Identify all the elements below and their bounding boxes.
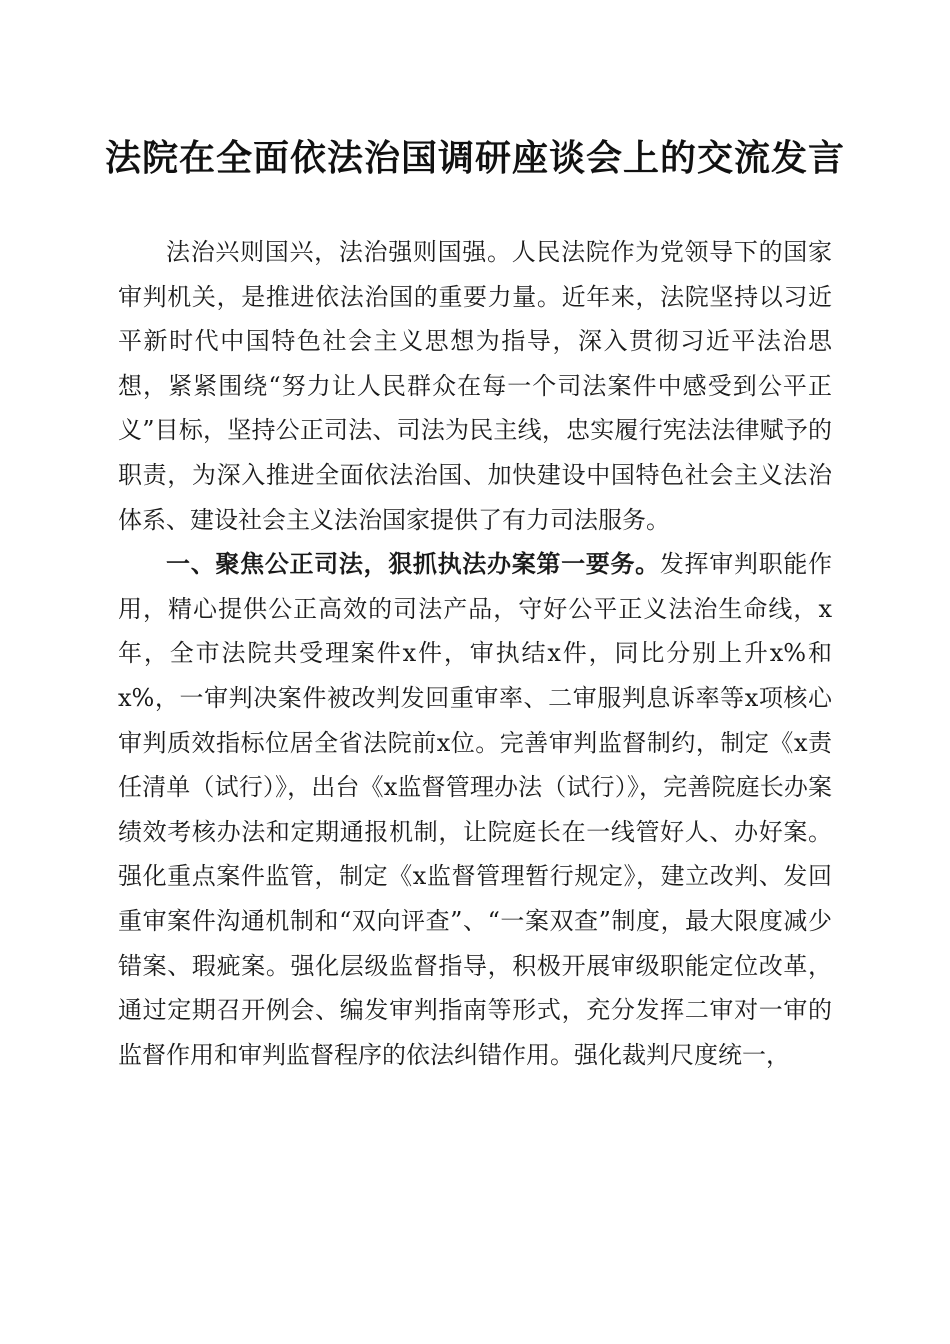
section-heading: 一、聚焦公正司法，狠抓执法办案第一要务。 — [166, 550, 660, 579]
paragraph-text: 法治兴则国兴，法治强则国强。人民法院作为党领导下的国家审判机关，是推进依法治国的重要力量。近年来，法院坚持以习近平新时代中国特色社会主义思想为指导，深入贯彻习近平法治思想，紧紧围绕“努力让人民群众在每一个司法案件中感受到公平正义”目标，坚持公正司法、司法为民主线，忠实履行宪法法律赋予的职责，为深入推进全面依法治国、加快建设中国特色社会主义法治体系、建设社会主义法治国家提供了有力司法服务。 — [118, 238, 832, 534]
paragraph-intro — [118, 230, 832, 542]
document-title: 法院在全面依法治国调研座谈会上的交流发言 — [104, 137, 845, 179]
paragraph-text: 发挥审判职能作用，精心提供公正高效的司法产品，守好公平正义法治生命线，x年，全市法院共受理案件x件，审执结x件，同比分别上升x%和x%，一审判决案件被改判发回重审率、二审服判息诉率等x项核心审判质效指标位居全省法院前x位。完善审判监督制约，制定《x责任清单（试行）》，出台《x监督管理办法（试行）》，完善院庭长办案绩效考核办法和定期通报机制，让院庭长在一线管好人、办好案。强化重点案件监管，制定《x监督管理暂行规定》，建立改判、发回重审案件沟通机制和“双向评查”、“一案双查”制度，最大限度减少错案、瑕疵案。强化层级监督指导，积极开展审级职能定位改革，通过定期召开例会、编发审判指南等形式，充分发挥二审对一审的监督作用和审判监督程序的依法纠错作用。强化裁判尺度统一， — [118, 550, 833, 1069]
paragraph-section-one — [118, 542, 832, 1077]
document-body — [118, 230, 832, 1077]
